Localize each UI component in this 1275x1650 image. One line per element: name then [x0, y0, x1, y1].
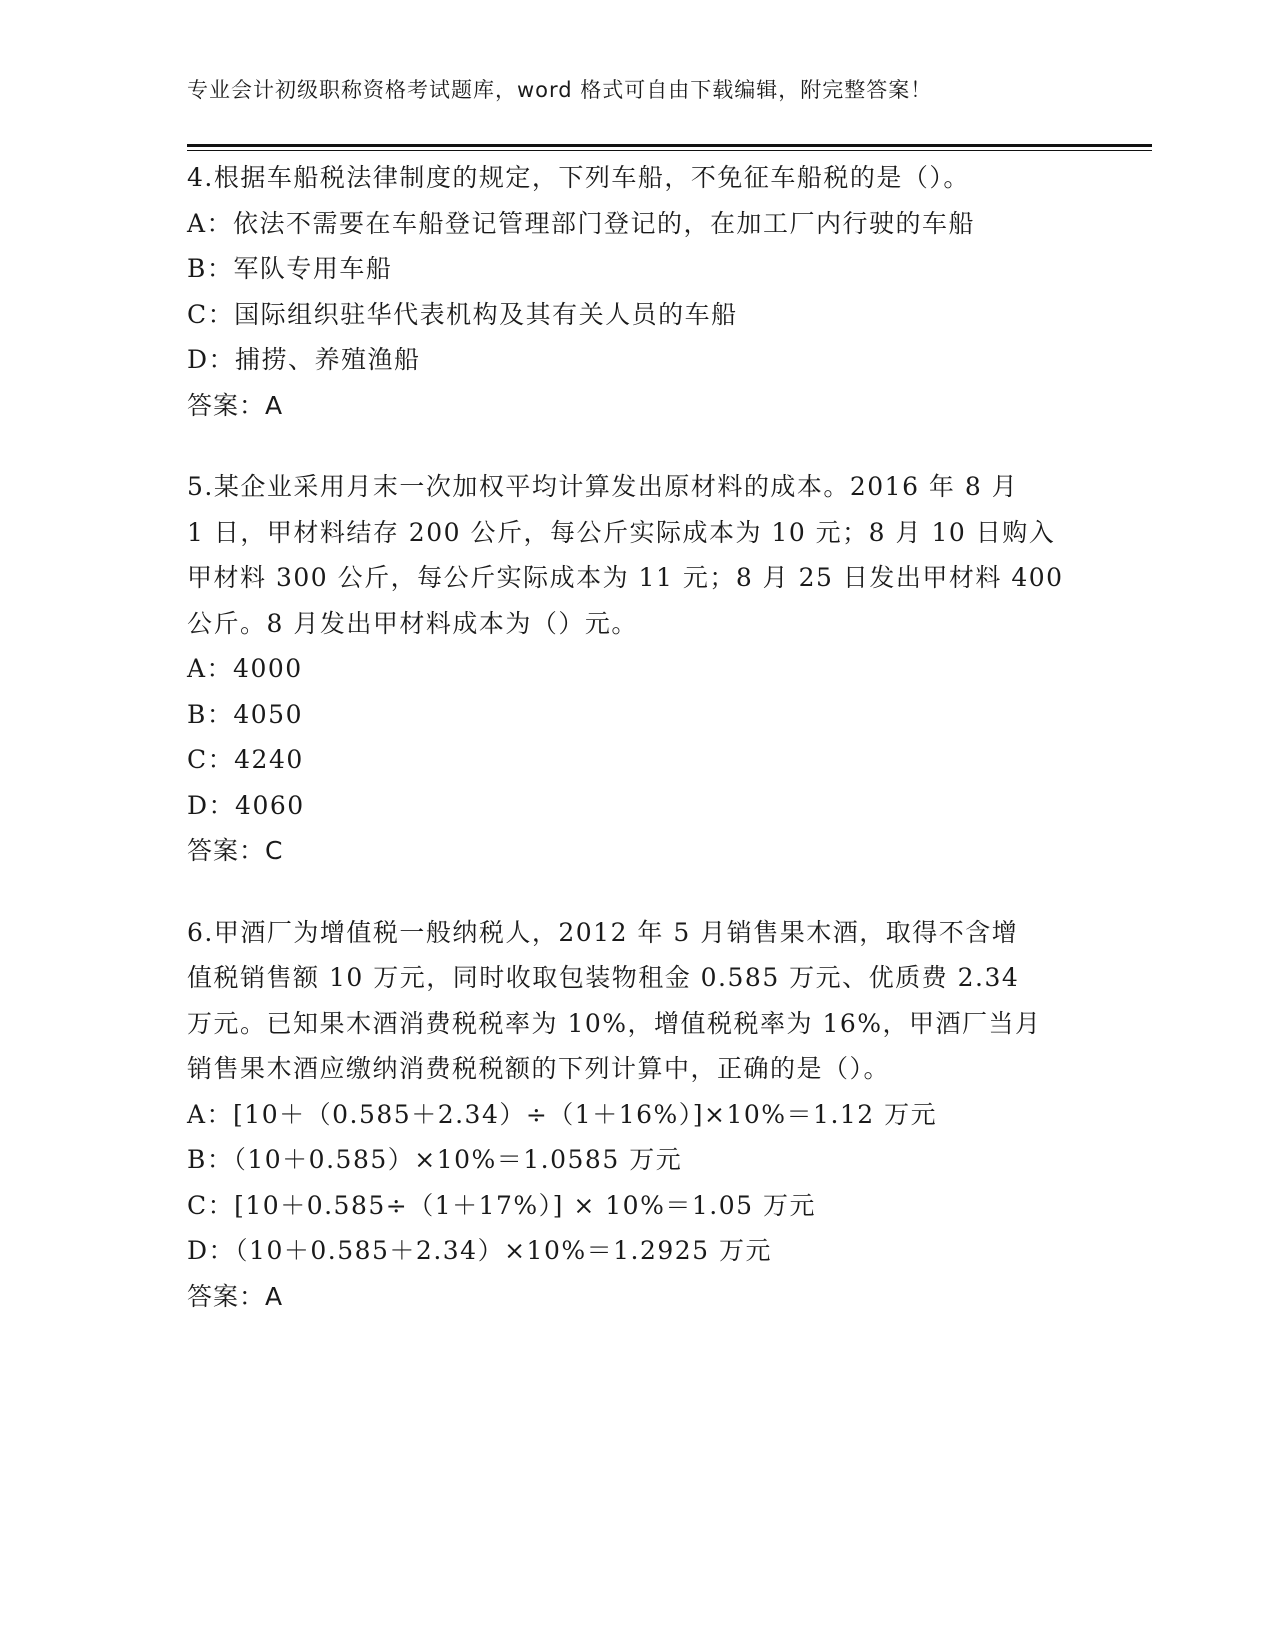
question-stem: 万元。已知果木酒消费税税率为 10%，增值税税率为 16%，甲酒厂当月	[187, 1008, 1042, 1038]
document-header: 专业会计初级职称资格考试题库，word 格式可自由下载编辑，附完整答案！	[187, 78, 933, 102]
option-a: A：[10＋（0.585＋2.34）÷（1＋16%）]×10%＝1.12 万元	[187, 1099, 938, 1129]
question-stem: 销售果木酒应缴纳消费税税额的下列计算中，正确的是（）。	[187, 1054, 891, 1083]
option-c: C：[10＋0.585÷（1＋17%）] × 10%＝1.05 万元	[187, 1190, 816, 1220]
question-stem: 公斤。8 月发出甲材料成本为（）元。	[187, 608, 638, 638]
question-4	[187, 155, 1087, 428]
question-stem: 甲材料 300 公斤，每公斤实际成本为 11 元；8 月 25 日发出甲材料 400	[187, 563, 1064, 592]
option-c: C：4240	[187, 745, 304, 774]
question-stem: 5.某企业采用月末一次加权平均计算发出原材料的成本。2016 年 8 月	[187, 472, 1019, 501]
option-a: A：4000	[187, 654, 303, 683]
option-b: B：军队专用车船	[187, 254, 393, 283]
option-b: B：（10＋0.585）×10%＝1.0585 万元	[187, 1145, 683, 1174]
header-rule-thick	[187, 144, 1152, 147]
option-b: B：4050	[187, 699, 303, 729]
option-d: D：4060	[187, 790, 305, 820]
question-stem: 值税销售额 10 万元，同时收取包装物租金 0.585 万元、优质费 2.34	[187, 963, 1020, 992]
answer-label: 答案：A	[187, 1281, 284, 1311]
question-stem: 4.根据车船税法律制度的规定，下列车船，不免征车船税的是（）。	[187, 163, 970, 192]
answer-label: 答案：A	[187, 390, 284, 420]
question-6	[187, 910, 1087, 1320]
option-d: D：捕捞、养殖渔船	[187, 345, 421, 374]
option-d: D：（10＋0.585＋2.34）×10%＝1.2925 万元	[187, 1236, 773, 1265]
question-5	[187, 464, 1087, 874]
header-rule-thin	[187, 150, 1152, 151]
answer-label: 答案：C	[187, 836, 284, 865]
question-list	[187, 155, 1087, 1355]
question-stem: 6.甲酒厂为增值税一般纳税人，2012 年 5 月销售果木酒，取得不含增	[187, 917, 1019, 947]
option-a: A：依法不需要在车船登记管理部门登记的，在加工厂内行驶的车船	[187, 208, 976, 238]
question-stem: 1 日，甲材料结存 200 公斤，每公斤实际成本为 10 元；8 月 10 日购入	[187, 517, 1056, 547]
option-c: C：国际组织驻华代表机构及其有关人员的车船	[187, 299, 738, 329]
